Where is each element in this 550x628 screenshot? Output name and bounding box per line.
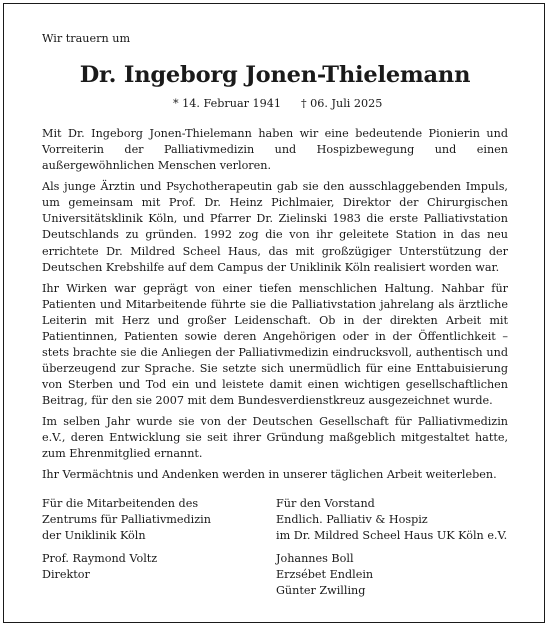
signature-person: Erzsébet Endlein (276, 568, 374, 582)
signature-block-board (276, 496, 507, 600)
signature-org-line: im Dr. Mildred Scheel Haus UK Köln e.V. (276, 529, 508, 543)
paragraph-1: Mit Dr. Ingeborg Jonen-Thielemann haben wir eine bedeutende Pionierin und Vorreiterin der Palliativmedizin und Hospizbewegung und einen außergewöhnlichen Menschen verloren. (42, 127, 508, 173)
death-date: † 06. Juli 2025 (301, 97, 383, 110)
paragraph-3: Ihr Wirken war geprägt von einer tiefen menschlichen Haltung. Nahbar für Patienten und Mitarbeitende führte sie die Palliativstation jahrelang als ärztliche Leiterin mit Herz und großer Leidenschaft. Ob in der direkten Arbeit mit Patientinnen, Patienten sowie deren Angehörigen oder in der Öffentlichkeit – stets brachte sie die Anliegen der Palliativmedizin eindrucksvoll, authentisch und überzeugend zur Sprache. Sie setzte sich unermüdlich für eine Enttabuisierung von Sterben und Tod ein und leistete damit einen wichtigen gesellschaftlichen Beitrag, für den sie 2007 mit dem Bundesverdienstkreuz ausgezeichnet wurde. (42, 281, 508, 408)
signature-person: Prof. Raymond Voltz (42, 552, 158, 566)
signature-org-line: Endlich. Palliativ & Hospiz (276, 513, 428, 527)
birth-date: * 14. Februar 1941 (173, 97, 282, 110)
paragraph-5: Ihr Vermächtnis und Andenken werden in unserer täglichen Arbeit weiterleben. (42, 468, 497, 482)
signature-person: Johannes Boll (276, 552, 354, 566)
paragraph-2: Als junge Ärztin und Psychotherapeutin gab sie den ausschlaggebenden Impuls, um gemeinsam mit Prof. Dr. Heinz Pichlmaier, Direktor der Chirurgischen Universitätsklinik Köln, und Pfarrer Dr. Zielinski 1983 die erste Palliativstation Deutschlands zu gründen. 1992 zog die von ihr geleitete Station in das neu errichtete Dr. Mildred Scheel Haus, das mit großzügiger Unterstützung der Deutschen Krebshilfe auf dem Campus der Uniklinik Köln realisiert worden war. (42, 180, 508, 274)
signature-org-line: Zentrums für Palliativmedizin (42, 513, 211, 527)
signature-org-line: Für die Mitarbeitenden des (42, 497, 199, 510)
deceased-name: Dr. Ingeborg Jonen-Thielemann (79, 62, 471, 88)
signature-person: Günter Zwilling (276, 584, 366, 598)
paragraph-4: Im selben Jahr wurde sie von der Deutschen Gesellschaft für Palliativmedizin e.V., deren Entwicklung sie seit ihrer Gründung maßgeblich mitgestaltet hatte, zum Ehrenmitglied ernannt. (42, 415, 508, 461)
obituary-body (42, 126, 508, 488)
signature-block-staff (42, 496, 211, 583)
intro-text: Wir trauern um (42, 32, 131, 45)
signature-org-line: Für den Vorstand (276, 497, 375, 510)
signature-person-title: Direktor (42, 568, 90, 582)
signature-org-line: der Uniklinik Köln (42, 529, 146, 543)
